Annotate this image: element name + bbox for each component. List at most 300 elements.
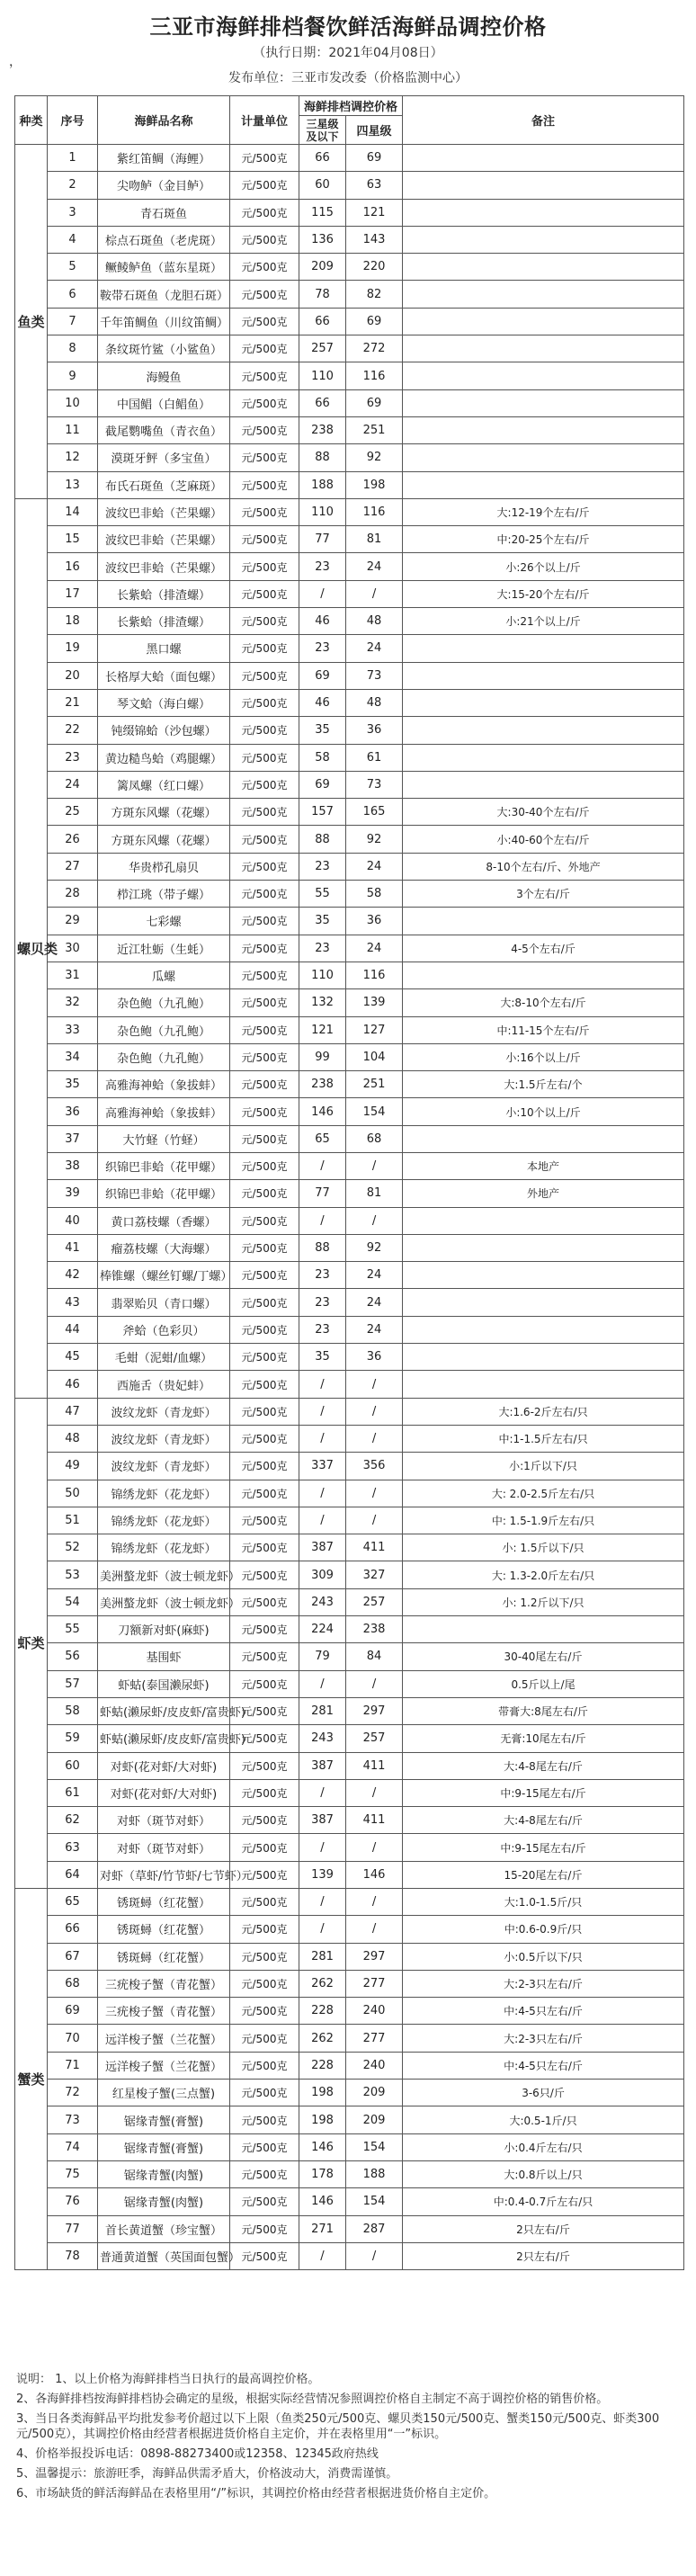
price3-cell: 46 — [299, 608, 346, 635]
unit-cell: 元/500克 — [230, 608, 299, 635]
note-cell: 小:21个以上/斤 — [403, 608, 684, 635]
table-row — [15, 226, 684, 253]
name-cell: 鞍带石斑鱼（龙胆石斑） — [98, 281, 230, 308]
note-cell: 30-40尾左右/斤 — [403, 1643, 684, 1670]
header-row — [15, 96, 684, 116]
unit-cell: 元/500克 — [230, 254, 299, 281]
unit-cell: 元/500克 — [230, 662, 299, 689]
note-cell — [403, 1371, 684, 1398]
table-row — [15, 1098, 684, 1125]
price3-cell: 238 — [299, 416, 346, 443]
note-cell — [403, 962, 684, 988]
unit-cell: 元/500克 — [230, 416, 299, 443]
index-cell: 35 — [48, 1071, 98, 1098]
index-cell: 69 — [48, 1998, 98, 2025]
table-row — [15, 1916, 684, 1943]
price3-cell: 146 — [299, 1098, 346, 1125]
name-cell: 远洋梭子蟹（兰花蟹） — [98, 2025, 230, 2052]
table-row — [15, 853, 684, 880]
table-row — [15, 1398, 684, 1425]
index-cell: 60 — [48, 1752, 98, 1779]
price4-cell: 277 — [346, 1970, 403, 1997]
index-cell: 8 — [48, 335, 98, 362]
unit-cell: 元/500克 — [230, 2106, 299, 2133]
table-row — [15, 1344, 684, 1371]
table-row — [15, 526, 684, 553]
table-row — [15, 1152, 684, 1179]
price3-cell: 66 — [299, 308, 346, 335]
name-cell: 波纹巴非蛤（芒果螺） — [98, 498, 230, 525]
table-row — [15, 1043, 684, 1070]
name-cell: 远洋梭子蟹（兰花蟹） — [98, 2052, 230, 2079]
index-cell: 44 — [48, 1316, 98, 1343]
note-cell — [403, 145, 684, 172]
table-row — [15, 1616, 684, 1643]
name-cell: 锦绣龙虾（花龙虾） — [98, 1534, 230, 1561]
price3-cell: 136 — [299, 226, 346, 253]
name-cell: 锈斑蟳（红花蟹） — [98, 1943, 230, 1970]
index-cell: 15 — [48, 526, 98, 553]
name-cell: 鳜鲮鲈鱼（蓝东星斑） — [98, 254, 230, 281]
price3-cell: 23 — [299, 553, 346, 580]
price4-cell: / — [346, 1670, 403, 1697]
price3-cell: 88 — [299, 826, 346, 853]
name-cell: 布氏石斑鱼（芝麻斑） — [98, 471, 230, 498]
table-row — [15, 1262, 684, 1289]
name-cell: 尖吻鲈（金目鲈） — [98, 172, 230, 199]
table-row — [15, 608, 684, 635]
price4-cell: 69 — [346, 389, 403, 416]
price3-cell: 23 — [299, 935, 346, 962]
unit-cell: 元/500克 — [230, 2215, 299, 2242]
price3-cell: 115 — [299, 199, 346, 226]
price4-cell: 61 — [346, 744, 403, 771]
note-cell — [403, 199, 684, 226]
note-cell — [403, 1344, 684, 1371]
price3-cell: 23 — [299, 1262, 346, 1289]
unit-cell: 元/500克 — [230, 989, 299, 1016]
price4-cell: 165 — [346, 799, 403, 826]
note-cell — [403, 1289, 684, 1316]
name-cell: 锦绣龙虾（花龙虾） — [98, 1507, 230, 1534]
name-cell: 漠斑牙鲆（多宝鱼） — [98, 444, 230, 471]
note-cell: 大: 2.0-2.5斤左右/只 — [403, 1480, 684, 1507]
note-cell: 大:1.5斤左右/个 — [403, 1071, 684, 1098]
unit-cell: 元/500克 — [230, 2242, 299, 2269]
unit-cell: 元/500克 — [230, 1752, 299, 1779]
table-row — [15, 1752, 684, 1779]
note-cell: 中:0.6-0.9斤/只 — [403, 1916, 684, 1943]
unit-cell: 元/500克 — [230, 471, 299, 498]
price4-cell: 411 — [346, 1534, 403, 1561]
unit-cell: 元/500克 — [230, 826, 299, 853]
price3-cell: 60 — [299, 172, 346, 199]
price4-cell: 327 — [346, 1561, 403, 1588]
note-cell: 小:10个以上/斤 — [403, 1098, 684, 1125]
table-row — [15, 962, 684, 988]
name-cell: 波纹龙虾（青龙虾） — [98, 1398, 230, 1425]
note-cell: 中:9-15尾左右/斤 — [403, 1779, 684, 1806]
unit-cell: 元/500克 — [230, 1561, 299, 1588]
note-cell: 本地产 — [403, 1152, 684, 1179]
price3-cell: 79 — [299, 1643, 346, 1670]
price4-cell: 240 — [346, 1998, 403, 2025]
price3-cell: 78 — [299, 281, 346, 308]
index-cell: 18 — [48, 608, 98, 635]
index-cell: 42 — [48, 1262, 98, 1289]
note-cell: 小:1斤以下/只 — [403, 1453, 684, 1480]
name-cell: 截尾鹦嘴鱼（青衣鱼） — [98, 416, 230, 443]
name-cell: 刀额新对虾(麻虾) — [98, 1616, 230, 1643]
index-cell: 27 — [48, 853, 98, 880]
table-row — [15, 1807, 684, 1834]
index-cell: 73 — [48, 2106, 98, 2133]
unit-cell: 元/500克 — [230, 1916, 299, 1943]
price4-cell: 58 — [346, 881, 403, 908]
price4-cell: 92 — [346, 826, 403, 853]
name-cell: 织锦巴非蛤（花甲螺） — [98, 1152, 230, 1179]
note-cell: 15-20尾左右/斤 — [403, 1861, 684, 1888]
name-cell: 海鳗鱼 — [98, 362, 230, 389]
note-cell: 小:40-60个左右/斤 — [403, 826, 684, 853]
name-cell: 青石斑鱼 — [98, 199, 230, 226]
price4-cell: / — [346, 1398, 403, 1425]
index-cell: 50 — [48, 1480, 98, 1507]
price4-cell: 36 — [346, 717, 403, 744]
note-cell — [403, 1207, 684, 1234]
index-cell: 49 — [48, 1453, 98, 1480]
index-cell: 68 — [48, 1970, 98, 1997]
name-cell: 黄口荔枝螺（香螺） — [98, 1207, 230, 1234]
index-cell: 57 — [48, 1670, 98, 1697]
price4-cell: 24 — [346, 635, 403, 662]
index-cell: 47 — [48, 1398, 98, 1425]
table-row — [15, 989, 684, 1016]
table-row — [15, 2106, 684, 2133]
note-cell: 大:0.8斤以上/只 — [403, 2160, 684, 2187]
price4-cell: 154 — [346, 2133, 403, 2160]
table-row — [15, 662, 684, 689]
price3-cell: 146 — [299, 2133, 346, 2160]
index-cell: 40 — [48, 1207, 98, 1234]
name-cell: 杂色鲍（九孔鲍） — [98, 989, 230, 1016]
note-cell: 小:16个以上/斤 — [403, 1043, 684, 1070]
price3-cell: 35 — [299, 908, 346, 935]
unit-cell: 元/500克 — [230, 744, 299, 771]
index-cell: 26 — [48, 826, 98, 853]
note-cell: 中:20-25个左右/斤 — [403, 526, 684, 553]
table-row — [15, 744, 684, 771]
table-row — [15, 1588, 684, 1615]
price4-cell: 36 — [346, 1344, 403, 1371]
index-cell: 59 — [48, 1725, 98, 1752]
table-row — [15, 1453, 684, 1480]
note-cell — [403, 389, 684, 416]
table-row — [15, 1180, 684, 1207]
note-cell: 中:4-5只左右/斤 — [403, 1998, 684, 2025]
price4-cell: 251 — [346, 1071, 403, 1098]
table-row — [15, 1289, 684, 1316]
price4-cell: 411 — [346, 1807, 403, 1834]
name-cell: 紫红笛鲷（海鲤） — [98, 145, 230, 172]
name-cell: 棒锥螺（螺丝钉螺/丁螺） — [98, 1262, 230, 1289]
price3-cell: / — [299, 580, 346, 607]
name-cell: 织锦巴非蛤（花甲螺） — [98, 1180, 230, 1207]
note-cell: 中:9-15尾左右/斤 — [403, 1834, 684, 1861]
index-cell: 16 — [48, 553, 98, 580]
table-row — [15, 1670, 684, 1697]
table-row — [15, 362, 684, 389]
table-row — [15, 1507, 684, 1534]
unit-cell: 元/500克 — [230, 1043, 299, 1070]
index-cell: 70 — [48, 2025, 98, 2052]
unit-cell: 元/500克 — [230, 199, 299, 226]
index-cell: 10 — [48, 389, 98, 416]
index-cell: 33 — [48, 1016, 98, 1043]
unit-cell: 元/500克 — [230, 1670, 299, 1697]
price4-cell: 82 — [346, 281, 403, 308]
price4-cell: / — [346, 2242, 403, 2269]
unit-cell: 元/500克 — [230, 1207, 299, 1234]
price4-cell: 240 — [346, 2052, 403, 2079]
index-cell: 30 — [48, 935, 98, 962]
price3-cell: 178 — [299, 2160, 346, 2187]
index-cell: 46 — [48, 1371, 98, 1398]
table-row — [15, 689, 684, 716]
unit-cell: 元/500克 — [230, 1779, 299, 1806]
table-row — [15, 799, 684, 826]
price3-cell: 262 — [299, 2025, 346, 2052]
price4-cell: 209 — [346, 2106, 403, 2133]
index-cell: 58 — [48, 1697, 98, 1724]
note-cell — [403, 281, 684, 308]
name-cell: 条纹斑竹鲨（小鲨鱼） — [98, 335, 230, 362]
name-cell: 高雅海神蛤（象拔蚌） — [98, 1098, 230, 1125]
table-row — [15, 635, 684, 662]
name-cell: 毛蚶（泥蚶/血螺） — [98, 1344, 230, 1371]
table-row — [15, 553, 684, 580]
unit-cell: 元/500克 — [230, 1861, 299, 1888]
price4-cell: 139 — [346, 989, 403, 1016]
table-row — [15, 771, 684, 798]
price3-cell: 146 — [299, 2188, 346, 2215]
name-cell: 长格厚大蛤（面包螺） — [98, 662, 230, 689]
unit-cell: 元/500克 — [230, 1180, 299, 1207]
index-cell: 31 — [48, 962, 98, 988]
price4-cell: 24 — [346, 1316, 403, 1343]
price4-cell: 297 — [346, 1943, 403, 1970]
note-cell — [403, 416, 684, 443]
name-cell: 大竹蛏（竹蛏） — [98, 1125, 230, 1152]
note-cell: 大:1.6-2斤左右/只 — [403, 1398, 684, 1425]
unit-cell: 元/500克 — [230, 498, 299, 525]
unit-cell: 元/500克 — [230, 526, 299, 553]
notes-section — [16, 2372, 678, 2506]
price3-cell: 238 — [299, 1071, 346, 1098]
unit-cell: 元/500克 — [230, 1507, 299, 1534]
price-body — [15, 145, 684, 2270]
table-row — [15, 498, 684, 525]
note-cell: 中:0.4-0.7斤左右/只 — [403, 2188, 684, 2215]
price3-cell: 55 — [299, 881, 346, 908]
name-cell: 虾蛄(濑尿虾/皮皮虾/富贵虾) — [98, 1697, 230, 1724]
index-cell: 3 — [48, 199, 98, 226]
unit-cell: 元/500克 — [230, 853, 299, 880]
unit-cell: 元/500克 — [230, 1398, 299, 1425]
name-cell: 锯缘青蟹(膏蟹) — [98, 2106, 230, 2133]
index-cell: 56 — [48, 1643, 98, 1670]
note-cell: 大:1.0-1.5斤/只 — [403, 1889, 684, 1916]
name-cell: 西施舌（贵妃蚌） — [98, 1371, 230, 1398]
index-cell: 61 — [48, 1779, 98, 1806]
table-row — [15, 254, 684, 281]
unit-cell: 元/500克 — [230, 1643, 299, 1670]
note-cell: 4-5个左右/斤 — [403, 935, 684, 962]
index-cell: 77 — [48, 2215, 98, 2242]
table-row — [15, 1234, 684, 1261]
price-table — [14, 95, 684, 2270]
price3-cell: 35 — [299, 1344, 346, 1371]
price3-cell: 110 — [299, 362, 346, 389]
unit-cell: 元/500克 — [230, 1588, 299, 1615]
price4-cell: / — [346, 1916, 403, 1943]
price4-cell: 24 — [346, 1262, 403, 1289]
unit-cell: 元/500克 — [230, 2025, 299, 2052]
price4-cell: 24 — [346, 853, 403, 880]
price3-cell: / — [299, 1207, 346, 1234]
price3-cell: 121 — [299, 1016, 346, 1043]
unit-cell: 元/500克 — [230, 908, 299, 935]
name-cell: 对虾（斑节对虾） — [98, 1807, 230, 1834]
table-row — [15, 1207, 684, 1234]
note-item: 3、当日各类海鲜品平均批发参考价超过以下上限（鱼类250元/500克、螺贝类150元/500克、蟹类150元/500克、虾类300元/500克），其调控价格由经营者根据进货价格自主定价，并在表格里用“一”标识。 — [16, 2412, 660, 2441]
price3-cell: / — [299, 1889, 346, 1916]
price3-cell: 271 — [299, 2215, 346, 2242]
price3-cell: / — [299, 1916, 346, 1943]
note-cell: 大:12-19个左右/斤 — [403, 498, 684, 525]
exec-date: （执行日期：2021年04月08日） — [253, 46, 443, 60]
index-cell: 52 — [48, 1534, 98, 1561]
name-cell: 瘤荔枝螺（大海螺） — [98, 1234, 230, 1261]
note-cell: 2只左右/斤 — [403, 2215, 684, 2242]
note-cell — [403, 1234, 684, 1261]
index-cell: 12 — [48, 444, 98, 471]
price3-cell: 281 — [299, 1943, 346, 1970]
note-cell — [403, 635, 684, 662]
name-cell: 方斑东风螺（花螺） — [98, 826, 230, 853]
name-cell: 杂色鲍（九孔鲍） — [98, 1016, 230, 1043]
table-row — [15, 2188, 684, 2215]
table-row — [15, 1998, 684, 2025]
unit-cell: 元/500克 — [230, 2133, 299, 2160]
table-row — [15, 1371, 684, 1398]
index-cell: 75 — [48, 2160, 98, 2187]
table-row — [15, 1534, 684, 1561]
index-cell: 62 — [48, 1807, 98, 1834]
table-row — [15, 2160, 684, 2187]
name-cell: 波纹龙虾（青龙虾） — [98, 1425, 230, 1452]
table-row — [15, 1125, 684, 1152]
table-row — [15, 416, 684, 443]
unit-cell: 元/500克 — [230, 1016, 299, 1043]
price4-cell: 36 — [346, 908, 403, 935]
price4-cell: 356 — [346, 1453, 403, 1480]
note-cell — [403, 1316, 684, 1343]
note-cell: 中: 1.5-1.9斤左右/只 — [403, 1507, 684, 1534]
note-cell — [403, 1262, 684, 1289]
note-item: 6、市场缺货的鲜活海鲜品在表格里用“/”标识，其调控价格由经营者根据进货价格自主定价。 — [16, 2487, 496, 2500]
price3-cell: 387 — [299, 1807, 346, 1834]
name-cell: 锯缘青蟹(肉蟹) — [98, 2188, 230, 2215]
price3-cell: / — [299, 1371, 346, 1398]
note-cell — [403, 335, 684, 362]
index-cell: 53 — [48, 1561, 98, 1588]
note-item: 2、各海鲜排档按海鲜排档协会确定的星级，根据实际经营情况参照调控价格自主制定不高于调控价格的销售价格。 — [16, 2393, 609, 2406]
price4-cell: 272 — [346, 335, 403, 362]
price3-cell: 198 — [299, 2080, 346, 2106]
name-cell: 方斑东风螺（花螺） — [98, 799, 230, 826]
price4-cell: / — [346, 1834, 403, 1861]
price3-cell: 110 — [299, 498, 346, 525]
price4-cell: 92 — [346, 444, 403, 471]
table-row — [15, 1016, 684, 1043]
note-item: 说明： 1、以上价格为海鲜排档当日执行的最高调控价格。 — [16, 2373, 320, 2386]
price4-cell: / — [346, 1425, 403, 1452]
price4-cell: 81 — [346, 526, 403, 553]
index-cell: 29 — [48, 908, 98, 935]
index-cell: 43 — [48, 1289, 98, 1316]
name-cell: 七彩螺 — [98, 908, 230, 935]
name-cell: 斧蛤（色彩贝） — [98, 1316, 230, 1343]
price3-cell: 77 — [299, 526, 346, 553]
table-row — [15, 2242, 684, 2269]
name-cell: 高雅海神蛤（象拔蚌） — [98, 1071, 230, 1098]
name-cell: 三疣梭子蟹（青花蟹） — [98, 1998, 230, 2025]
unit-cell: 元/500克 — [230, 1371, 299, 1398]
price4-cell: 104 — [346, 1043, 403, 1070]
price4-cell: 24 — [346, 553, 403, 580]
table-row — [15, 389, 684, 416]
table-row — [15, 2080, 684, 2106]
name-cell: 千年笛鲷鱼（川纹笛鲷） — [98, 308, 230, 335]
name-cell: 锯缘青蟹(膏蟹) — [98, 2133, 230, 2160]
name-cell: 波纹巴非蛤（芒果螺） — [98, 553, 230, 580]
name-cell: 长紫蛤（排渣螺） — [98, 608, 230, 635]
index-cell: 17 — [48, 580, 98, 607]
name-cell: 中国鲳（白鲳鱼） — [98, 389, 230, 416]
unit-cell: 元/500克 — [230, 1998, 299, 2025]
index-cell: 22 — [48, 717, 98, 744]
price3-cell: 281 — [299, 1697, 346, 1724]
price3-cell: 23 — [299, 1289, 346, 1316]
price4-cell: 73 — [346, 771, 403, 798]
price3-cell: 262 — [299, 1970, 346, 1997]
price3-cell: 69 — [299, 662, 346, 689]
index-cell: 55 — [48, 1616, 98, 1643]
note-cell: 大:4-8尾左右/斤 — [403, 1752, 684, 1779]
index-cell: 25 — [48, 799, 98, 826]
name-cell: 杂色鲍（九孔鲍） — [98, 1043, 230, 1070]
unit-cell: 元/500克 — [230, 553, 299, 580]
unit-cell: 元/500克 — [230, 1125, 299, 1152]
index-cell: 41 — [48, 1234, 98, 1261]
price3-cell: 66 — [299, 145, 346, 172]
unit-cell: 元/500克 — [230, 689, 299, 716]
name-cell: 篱凤螺（红口螺） — [98, 771, 230, 798]
name-cell: 琴文蛤（海白螺） — [98, 689, 230, 716]
price4-cell: 257 — [346, 1725, 403, 1752]
unit-cell: 元/500克 — [230, 881, 299, 908]
